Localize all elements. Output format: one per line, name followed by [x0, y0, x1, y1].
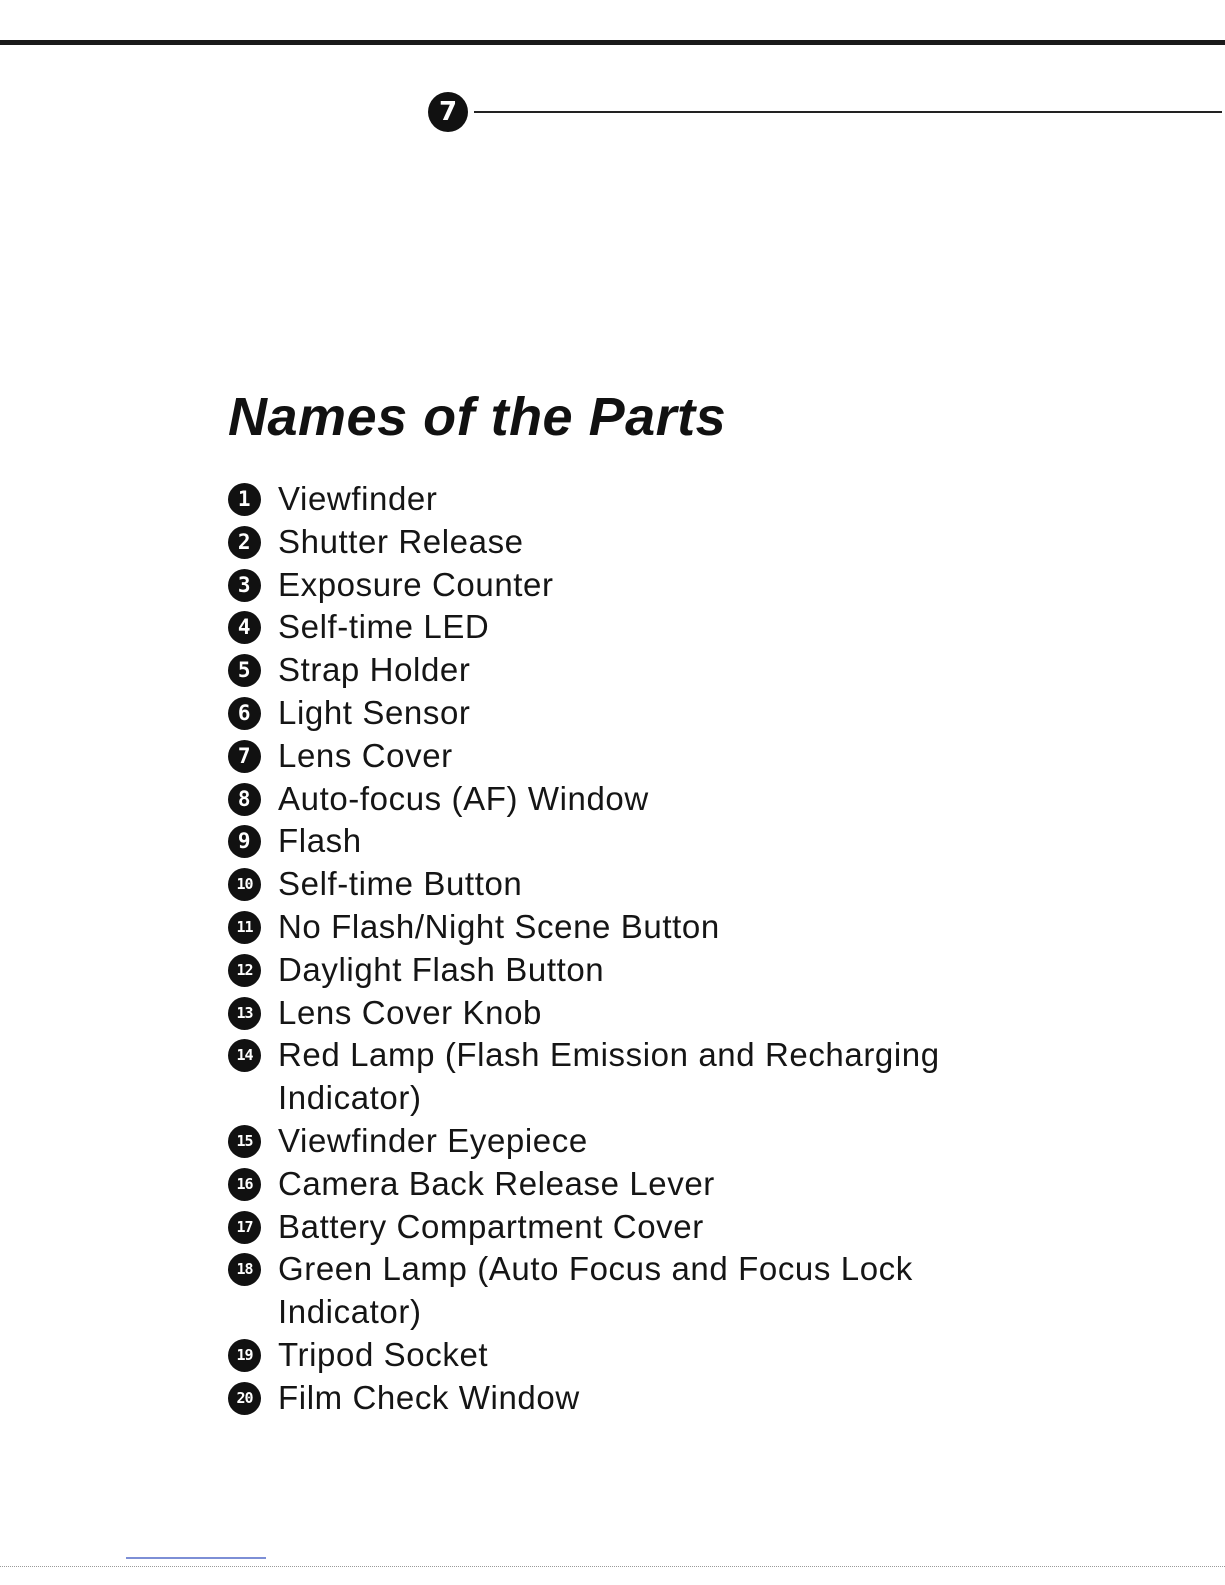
part-number-badge: 10: [228, 868, 261, 901]
part-item-tripod-socket: [228, 1334, 1048, 1377]
part-item-exposure-counter: [228, 564, 1048, 607]
part-label: No Flash/Night Scene Button: [278, 907, 720, 945]
part-item-red-lamp: [228, 1034, 1048, 1120]
part-label: Viewfinder: [278, 480, 438, 517]
callout-leader-line: [474, 111, 1222, 113]
callout-number-badge: 7: [428, 92, 468, 132]
part-label: Flash: [278, 822, 362, 860]
bottom-accent-rule: [126, 1557, 266, 1559]
part-number-badge: 19: [228, 1339, 261, 1372]
part-label: Green Lamp (Auto Focus and Focus Lock Indicator): [278, 1250, 913, 1331]
part-item-af-window: [228, 778, 1048, 821]
part-label: Shutter Release: [278, 522, 524, 560]
part-number-badge: 8: [228, 783, 261, 816]
part-label: Lens Cover: [278, 736, 453, 774]
part-number-badge: 3: [228, 569, 261, 602]
part-item-strap-holder: [228, 649, 1048, 692]
part-label: Tripod Socket: [278, 1335, 489, 1373]
part-item-light-sensor: [228, 692, 1048, 735]
part-number-badge: 18: [228, 1253, 261, 1286]
part-number-badge: 7: [228, 740, 261, 773]
part-number-badge: 13: [228, 997, 261, 1030]
part-item-shutter-release: [228, 521, 1048, 564]
part-item-daylight-flash-button: [228, 949, 1048, 992]
part-label: Camera Back Release Lever: [278, 1164, 715, 1202]
part-item-viewfinder: [228, 478, 1048, 521]
part-label: Self-time LED: [278, 608, 490, 646]
part-number-badge: 6: [228, 697, 261, 730]
part-label: Film Check Window: [278, 1378, 580, 1416]
part-number-badge: 17: [228, 1211, 261, 1244]
page-title: Names of the Parts: [228, 387, 727, 447]
part-label: Auto-focus (AF) Window: [278, 779, 649, 817]
part-number-badge: 11: [228, 911, 261, 944]
bottom-dotted-rule: [0, 1566, 1225, 1567]
part-number-badge: 1: [228, 483, 261, 516]
part-item-camera-back-release-lever: [228, 1163, 1048, 1206]
part-item-lens-cover-knob: [228, 992, 1048, 1035]
part-item-flash: [228, 820, 1048, 863]
part-number-badge: 9: [228, 825, 261, 858]
part-item-film-check-window: [228, 1377, 1048, 1420]
diagram-callout: [428, 92, 1222, 132]
part-number-badge: 4: [228, 611, 261, 644]
part-item-green-lamp: [228, 1248, 1048, 1334]
part-label: Viewfinder Eyepiece: [278, 1121, 588, 1159]
part-number-badge: 20: [228, 1382, 261, 1415]
part-number-badge: 12: [228, 954, 261, 987]
part-number-badge: 16: [228, 1168, 261, 1201]
part-item-self-time-led: [228, 606, 1048, 649]
part-label: Self-time Button: [278, 865, 523, 903]
top-rule: [0, 40, 1225, 45]
part-number-badge: 5: [228, 654, 261, 687]
part-label: Red Lamp (Flash Emission and Recharging Indicator): [278, 1036, 940, 1117]
part-number-badge: 14: [228, 1039, 261, 1072]
part-label: Light Sensor: [278, 693, 471, 731]
part-label: Battery Compartment Cover: [278, 1207, 704, 1245]
part-number-badge: 15: [228, 1125, 261, 1158]
part-label: Exposure Counter: [278, 565, 554, 603]
part-number-badge: 2: [228, 526, 261, 559]
part-item-battery-compartment-cover: [228, 1206, 1048, 1249]
part-label: Lens Cover Knob: [278, 993, 542, 1031]
part-label: Daylight Flash Button: [278, 950, 605, 988]
part-item-viewfinder-eyepiece: [228, 1120, 1048, 1163]
part-label: Strap Holder: [278, 651, 471, 689]
part-item-lens-cover: [228, 735, 1048, 778]
parts-list: [228, 478, 1048, 1420]
part-item-self-time-button: [228, 863, 1048, 906]
part-item-no-flash-night-scene-button: [228, 906, 1048, 949]
